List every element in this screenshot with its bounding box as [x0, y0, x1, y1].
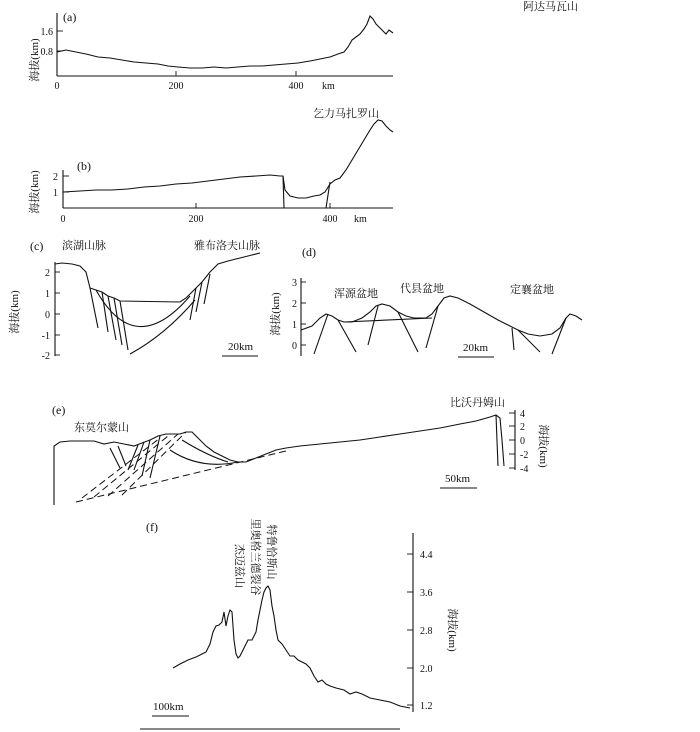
panel-e-ytick-label: 2: [520, 422, 525, 433]
panel-b-ytick-label: 1: [53, 188, 58, 199]
panel-b-xtick-label: 0: [60, 214, 66, 225]
panel-d: [268, 245, 582, 357]
panel-f-ytick-label: 2.0: [420, 664, 433, 675]
panel-c-y-axis-label: 海拔(km): [9, 290, 21, 334]
panel-d-fault: [426, 306, 438, 348]
panel-b-peak-label: 乞力马扎罗山: [313, 108, 379, 120]
panel-d-ytick-label: 2: [292, 299, 297, 310]
panel-d-scale-label: 20km: [463, 342, 489, 354]
panel-c-profile: [55, 253, 260, 302]
panel-c-ytick-label: -2: [41, 351, 50, 362]
panel-a-ytick-label: 0.8: [40, 47, 53, 58]
panel-b-y-axis-label: 海拔(km): [29, 170, 41, 214]
panel-e-label: (e): [52, 403, 66, 417]
panel-d-basin1-label: 浑源盆地: [334, 288, 378, 300]
panel-e-ytick-label: 0: [520, 436, 525, 447]
panel-f-peak3-label: 特鲁恰斯山: [265, 524, 277, 580]
panel-e-ytick-label: 4: [520, 409, 525, 420]
panel-d-basin3-label: 定襄盆地: [510, 284, 554, 296]
panel-b-x-unit: km: [354, 214, 367, 225]
panel-e-ytick-label: -4: [520, 464, 529, 475]
panel-c-fault: [90, 288, 98, 328]
panel-e-fault: [118, 446, 126, 466]
panel-f: [140, 519, 460, 730]
panel-a-y-axis-label: 海拔(km): [29, 38, 41, 82]
panel-a-profile: [57, 16, 393, 68]
panel-f-ytick-label: 3.6: [420, 588, 433, 599]
panel-f-y-axis-label: 海拔(km): [446, 608, 458, 652]
panel-b-fault: [326, 182, 330, 208]
panel-c-scale-label: 20km: [228, 341, 254, 353]
panel-f-label: (f): [146, 520, 158, 534]
panel-c-right-range: 雅布洛夫山脉: [194, 240, 260, 252]
panel-a-ytick-label: 1.6: [40, 27, 53, 38]
panel-e-detachment: [76, 450, 290, 502]
panel-a-xtick-label: 200: [168, 81, 184, 92]
panel-f-peak2-label: 里奥格兰德裂谷: [249, 518, 261, 596]
panel-a-xtick-label: 0: [54, 81, 60, 92]
panel-d-ytick-label: 1: [292, 320, 297, 331]
panel-b-ytick-label: 2: [53, 172, 58, 183]
panel-c-ytick-label: -1: [41, 331, 50, 342]
panel-f-peak1-label: 杰迈兹山: [233, 544, 245, 588]
panel-c-fault: [102, 292, 108, 332]
panel-e-left-range: 东莫尔蒙山: [74, 422, 129, 434]
panel-e-scale-label: 50km: [445, 473, 471, 485]
panel-d-basin2-label: 代县盆地: [400, 283, 444, 295]
panel-c-ytick-label: 2: [45, 268, 50, 279]
panel-a-x-unit: km: [322, 81, 335, 92]
panel-d-ytick-label: 0: [292, 341, 297, 352]
panel-a-xtick-label: 400: [288, 81, 304, 92]
panel-b: [27, 106, 393, 225]
panel-e-layer: [182, 440, 228, 462]
panel-d-fault: [338, 320, 356, 352]
panel-f-ytick-label: 2.8: [420, 626, 433, 637]
panel-b-profile: [63, 120, 393, 198]
panel-a-label: (a): [63, 10, 77, 24]
panel-a: [27, 0, 578, 92]
panel-d-fault: [518, 330, 540, 352]
panel-b-xtick-label: 200: [188, 214, 204, 225]
panel-a-peak-label: 阿达马瓦山: [523, 1, 578, 13]
panel-f-ytick-label: 4.4: [420, 550, 433, 561]
panel-b-xtick-label: 400: [322, 214, 338, 225]
panel-d-fault: [314, 314, 328, 354]
panel-d-y-axis-label: 海拔(km): [270, 292, 282, 336]
panel-e-y-axis-label: 海拔(km): [537, 424, 549, 468]
panel-f-ytick-label: 1.2: [420, 701, 433, 712]
panel-e-right-range: 比沃丹姆山: [450, 397, 505, 409]
panel-c-label: (c): [30, 239, 44, 253]
panel-d-fault: [512, 328, 514, 350]
panel-d-fault: [552, 318, 566, 354]
panel-e-ytick-label: -2: [520, 450, 529, 461]
panel-f-profile: [173, 586, 410, 708]
panel-c-ytick-label: 1: [45, 289, 50, 300]
panel-c-left-range: 滨湖山脉: [62, 240, 106, 252]
panel-e-fault: [110, 448, 120, 468]
panel-c: [7, 238, 260, 362]
panel-d-label: (d): [302, 245, 316, 259]
panel-f-scale-label: 100km: [153, 701, 184, 713]
panel-c-ytick-label: 0: [45, 310, 50, 321]
panel-e-fault: [128, 445, 138, 470]
panel-d-ytick-label: 3: [292, 278, 297, 289]
panel-e-fault: [496, 415, 498, 466]
panel-e: [52, 395, 551, 505]
panel-b-label: (b): [77, 159, 91, 173]
